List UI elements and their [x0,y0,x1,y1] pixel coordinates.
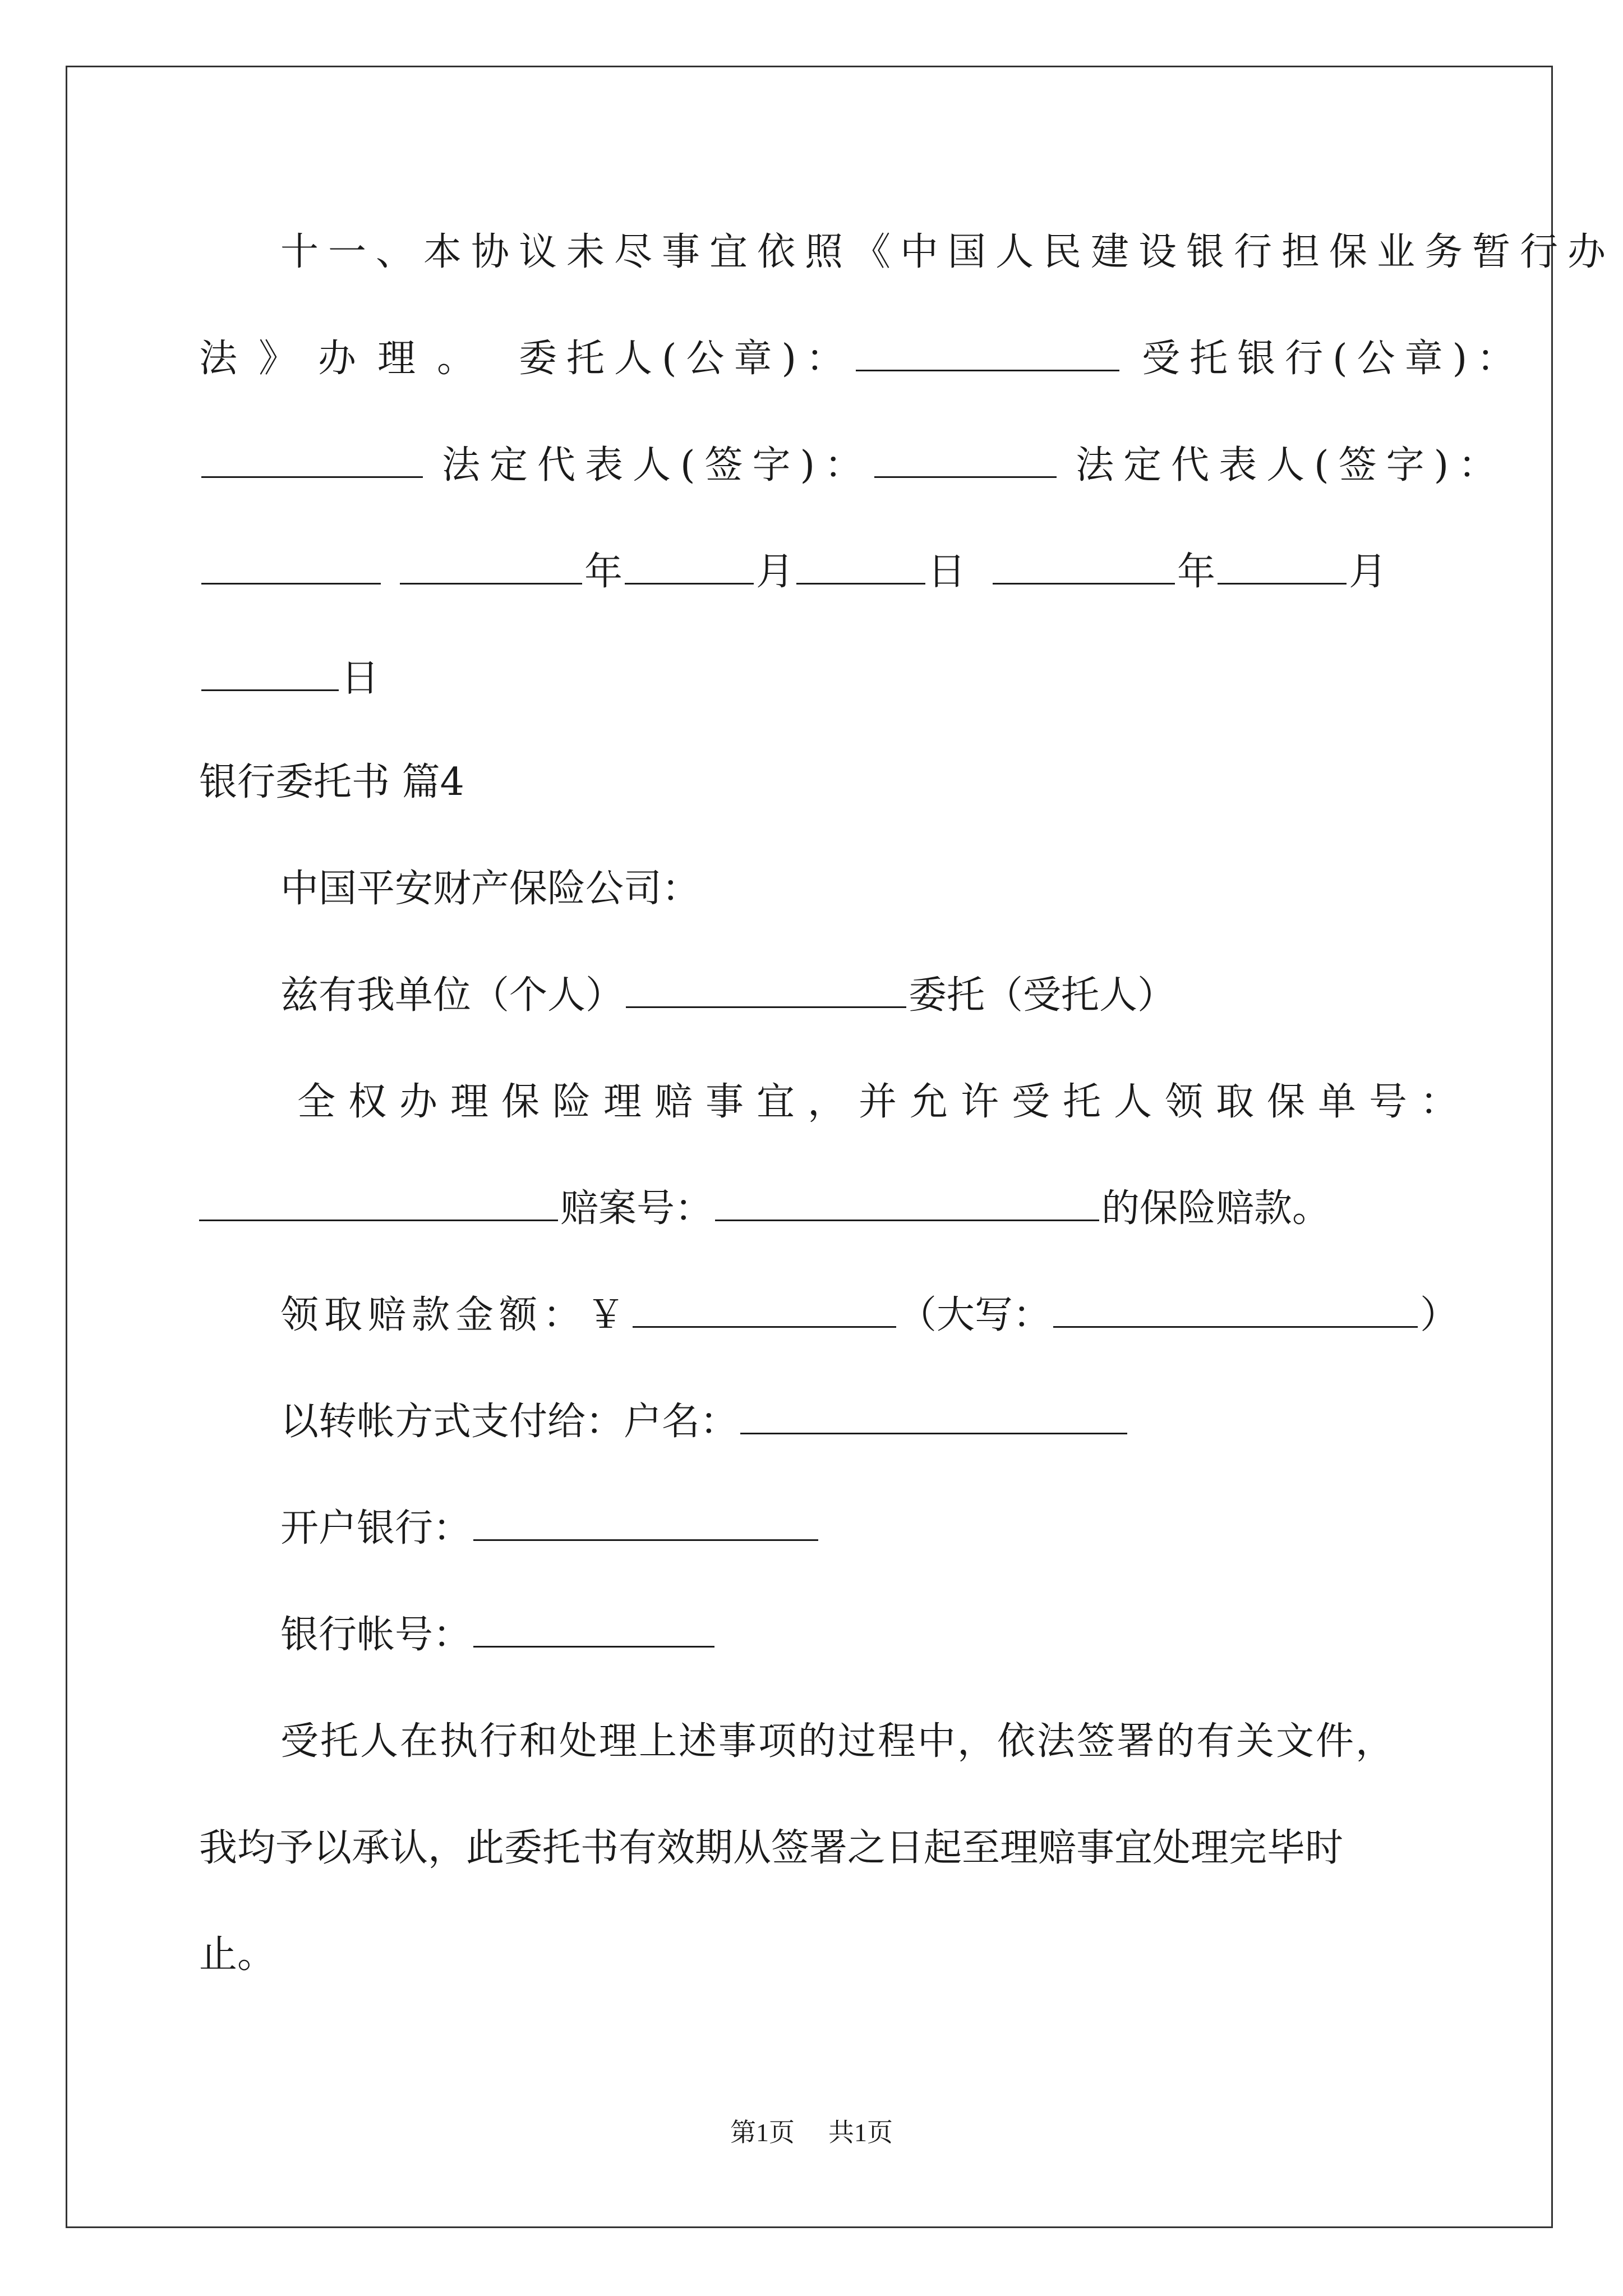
policy-claim-line [199,1181,1330,1237]
page-border [66,66,1553,2228]
bank-day-blank [201,657,339,691]
trustee-label: 委托（受托人） [909,973,1176,1018]
closing-text-2: 我均予以承认，此委托书有效期从签署之日起至理赔事宜处理完毕时 [199,1826,1344,1870]
addressee: 中国平安财产保险公司： [280,867,700,911]
closing-line-1 [280,1714,1395,1770]
article-11-line-5 [199,651,379,707]
payee-blank [740,1400,1127,1434]
principal-seal-label: 委托人(公章)： [519,337,854,381]
amount-blank [633,1294,896,1328]
closing-line-2 [199,1820,1343,1876]
bank-rep-label: 法定代表人(签字)： [1076,443,1506,487]
section-heading-text: 银行委托书 篇4 [199,760,464,804]
article-11-line-4 [199,544,1387,600]
claim-number-label: 赔案号： [560,1186,713,1231]
authorization-line [280,968,1175,1024]
day-label: 日 [341,656,380,701]
principal-rep-blank [874,444,1057,478]
principal-year-blank [400,550,582,585]
authorizer-label: 兹有我单位（个人） [280,973,624,1018]
claim-payment-text: 的保险赔款。 [1101,1186,1331,1231]
account-line [280,1607,717,1663]
bank-rep-blank [201,550,381,585]
principal-day-blank [796,550,925,585]
scope-line [297,1074,1471,1130]
principal-rep-label: 法定代表人(签字)： [442,443,873,487]
article-11-line-2 [199,331,1524,387]
amount-caps-label: （大写： [898,1293,1052,1337]
account-label: 银行帐号： [280,1613,472,1657]
bank-seal-blank [201,444,423,478]
amount-label: 领取赔款金额：￥ [280,1293,631,1337]
closing-line-3 [199,1927,275,1983]
principal-month-blank [625,550,754,585]
section-heading [199,754,464,811]
amount-line [280,1287,1458,1343]
account-blank [473,1613,714,1648]
payee-line [280,1394,1129,1450]
page-footer [0,2116,1623,2150]
addressee-line [280,861,700,917]
closing-text-1: 受托人在执行和处理上述事项的过程中，依法签署的有关文件， [280,1719,1396,1764]
article-11-text-end: 法》办理。 [199,337,497,381]
claim-number-blank [715,1187,1099,1221]
amount-caps-close: ） [1420,1293,1459,1337]
scope-text: 全权办理保险理赔事宜，并允许受托人领取保单号： [297,1080,1472,1124]
bank-blank [473,1507,818,1541]
article-11-text: 十一、本协议未尽事宜依照《中国人民建设银行担保业务暂行办 [280,230,1616,274]
bank-year-blank [993,550,1175,585]
bank-month-blank [1218,550,1347,585]
month-label: 月 [756,550,795,594]
year-label: 年 [1177,550,1216,594]
closing-text-3: 止。 [199,1932,276,1977]
bank-label: 开户银行： [280,1506,472,1550]
bank-seal-label: 受托银行(公章)： [1142,337,1525,381]
article-11-line-1 [280,224,1615,280]
day-label: 日 [928,550,966,594]
policy-number-blank [199,1187,558,1221]
authorizer-blank [626,974,906,1008]
article-11-line-3 [199,438,1506,494]
year-label: 年 [584,550,623,594]
page-number: 第1页 [730,2118,795,2147]
payee-label: 以转帐方式支付给：户名： [280,1400,739,1444]
bank-line [280,1501,820,1557]
month-label: 月 [1349,550,1387,594]
page-total: 共1页 [828,2118,893,2147]
principal-seal-blank [856,337,1119,371]
amount-caps-blank [1053,1294,1418,1328]
